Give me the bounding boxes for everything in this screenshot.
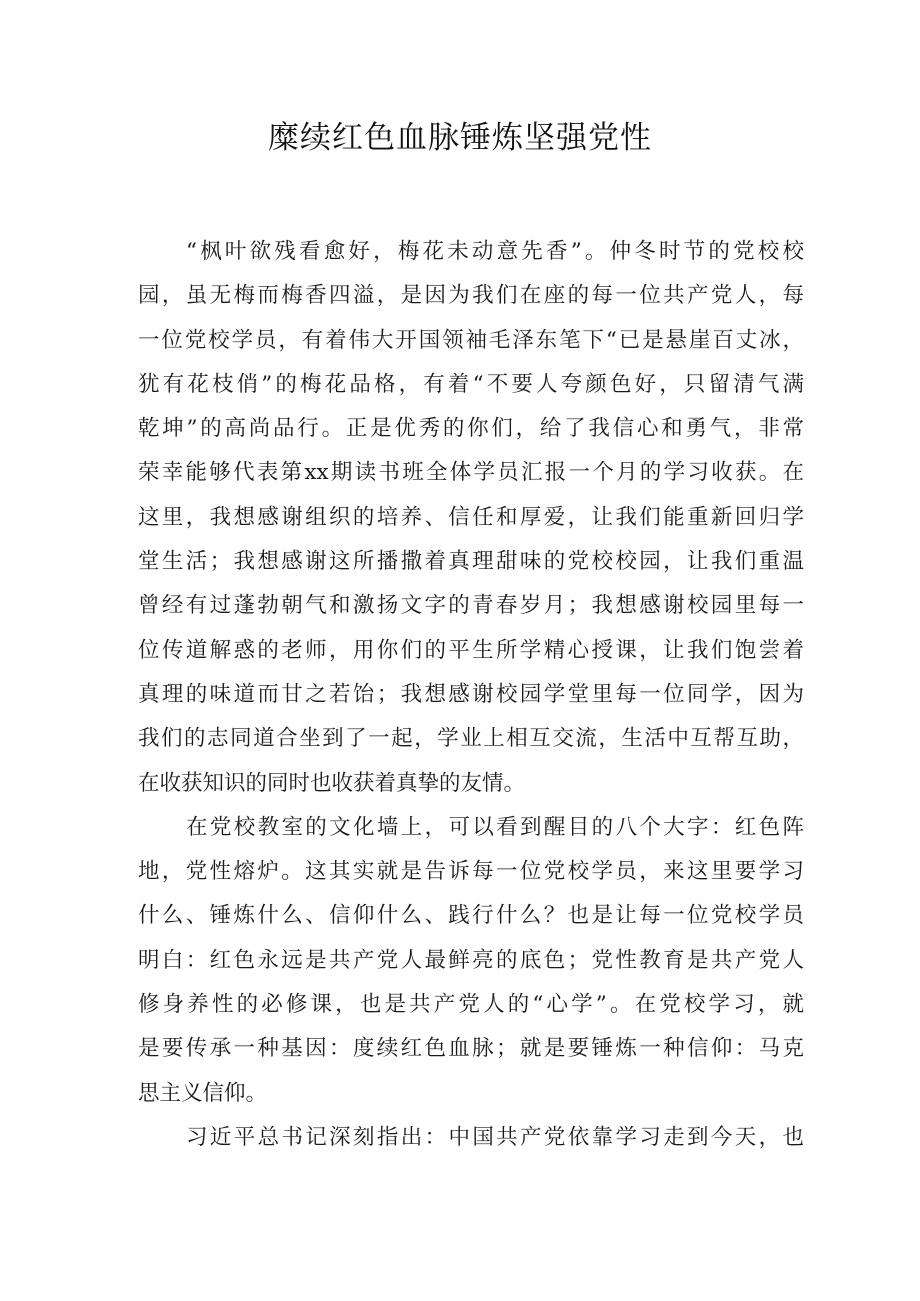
text-line: 什么、锤炼什么、信仰什么、践行什么？也是让每一位党校学员: [138, 903, 804, 929]
text-line: 位传道解惑的老师，用你们的平生所学精心授课，让我们饱尝着: [138, 637, 804, 663]
text-line: 荣幸能够代表第xx期读书班全体学员汇报一个月的学习收获。在: [138, 460, 804, 486]
paragraph-2: [138, 806, 804, 1116]
text-line: 乾坤”的高尚品行。正是优秀的你们，给了我信心和勇气，非常: [138, 416, 804, 442]
document-title: 糜续红色血脉锤炼坚强党性: [268, 120, 652, 156]
text-line: 是要传承一种基因：度续红色血脉；就是要锤炼一种信仰：马克: [138, 1036, 804, 1062]
text-line: 在党校教室的文化墙上，可以看到醒目的八个大字：红色阵: [186, 814, 804, 840]
text-line: 曾经有过蓬勃朝气和激扬文字的青春岁月；我想感谢校园里每一: [138, 593, 804, 619]
paragraph-1: [138, 230, 804, 806]
text-line: 这里，我想感谢组织的培养、信任和厚爱，让我们能重新回归学: [138, 504, 804, 530]
text-line: 地，党性熔炉。这其实就是告诉每一位党校学员，来这里要学习: [138, 859, 804, 885]
text-line: 习近平总书记深刻指出：中国共产党依靠学习走到今天，也: [186, 1124, 804, 1150]
text-line: 明白：红色永远是共产党人最鲜亮的底色；党性教育是共产党人: [138, 947, 804, 973]
text-line: 在收获知识的同时也收获着真挚的友情。: [138, 770, 526, 796]
text-line: 堂生活；我想感谢这所播撒着真理甜味的党校校园，让我们重温: [138, 549, 804, 575]
text-line: 犹有花枝俏”的梅花品格，有着“不要人夸颜色好，只留清气满: [138, 371, 804, 397]
text-line: 一位党校学员，有着伟大开国领袖毛泽东笔下“已是悬崖百丈冰，: [138, 327, 804, 353]
document-body: [138, 230, 804, 1160]
text-line: 思主义信仰。: [138, 1080, 268, 1106]
text-line: 园，虽无梅而梅香四溢，是因为我们在座的每一位共产党人，每: [138, 283, 804, 309]
text-line: “枫叶欲残看愈好，梅花未动意先香”。仲冬时节的党校校: [186, 239, 804, 264]
text-line: 真理的味道而甘之若饴；我想感谢校园学堂里每一位同学，因为: [138, 681, 804, 707]
text-line: 我们的志同道合坐到了一起，学业上相互交流，生活中互帮互助，: [138, 726, 804, 752]
text-line: 修身养性的必修课，也是共产党人的“心学”。在党校学习，就: [138, 992, 804, 1018]
paragraph-3: [138, 1116, 804, 1160]
